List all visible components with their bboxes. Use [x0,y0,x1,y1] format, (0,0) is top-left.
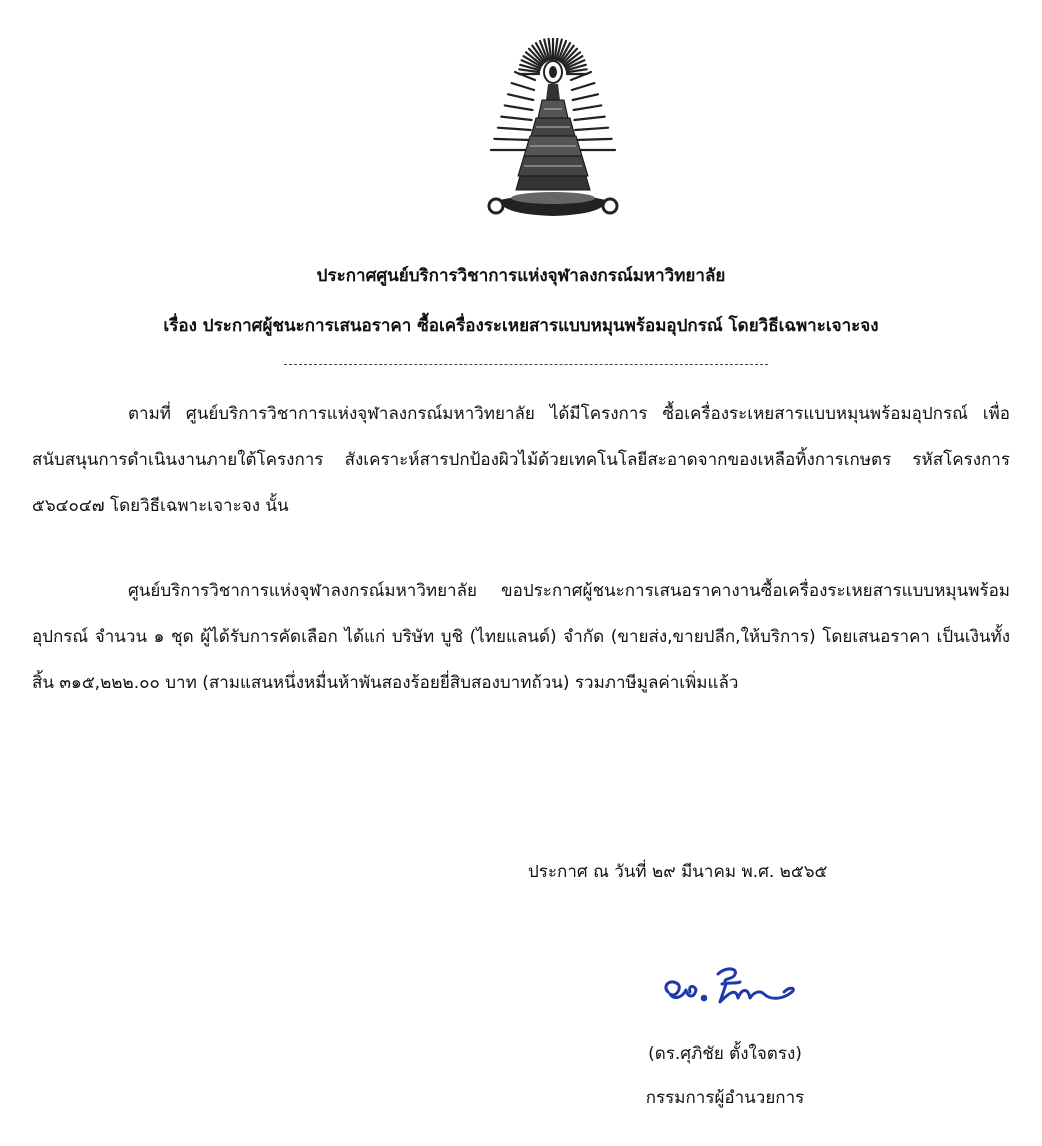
signature-icon [660,958,810,1018]
body-paragraph-1 [32,391,1010,529]
body-paragraph-2-text: ศูนย์บริการวิชาการแห่งจุฬาลงกรณ์มหาวิทยาลัย ขอประกาศผู้ชนะการเสนอราคางานซื้อเครื่องระเหยสารแบบหมุนพร้อมอุปกรณ์ จำนวน ๑ ชุด ผู้ได้รับการคัดเลือก ได้แก่ บริษัท บูชิ (ไทยแลนด์) จำกัด (ขายส่ง,ขายปลีก,ให้บริการ) โดยเสนอราคา เป็นเงินทั้งสิ้น ๓๑๕,๒๒๒.๐๐ บาท (สามแสนหนึ่งหมื่นห้าพันสองร้อยยี่สิบสองบาทถ้วน) รวมภาษีมูลค่าเพิ่มแล้ว [32,581,1010,693]
signer-title: กรรมการผู้อำนวยการ [645,1088,805,1108]
body-paragraph-1-text: ตามที่ ศูนย์บริการวิชาการแห่งจุฬาลงกรณ์มหาวิทยาลัย ได้มีโครงการ ซื้อเครื่องระเหยสารแบบหมุนพร้อมอุปกรณ์ เพื่อสนับสนุนการดำเนินงานภายใต้โครงการ สังเคราะห์สารปกป้องผิวไม้ด้วยเทคโนโลยีสะอาดจากของเหลือทิ้งการเกษตร รหัสโครงการ ๕๖๔๐๔๗ โดยวิธีเฉพาะเจาะจง นั้น [32,404,1010,516]
announcement-title: ประกาศศูนย์บริการวิชาการแห่งจุฬาลงกรณ์มหาวิทยาลัย [316,266,726,286]
body-paragraph-2 [32,568,1010,706]
announcement-date: ประกาศ ณ วันที่ ๒๙ มีนาคม พ.ศ. ๒๕๖๕ [528,862,828,882]
header-divider [284,364,768,365]
announcement-subject: เรื่อง ประกาศผู้ชนะการเสนอราคา ซื้อเครื่องระเหยสารแบบหมุนพร้อมอุปกรณ์ โดยวิธีเฉพาะเจาะจง [163,316,879,336]
signer-name: (ดร.ศุภิชัย ตั้งใจตรง) [648,1044,802,1064]
chula-emblem-icon [478,38,628,228]
